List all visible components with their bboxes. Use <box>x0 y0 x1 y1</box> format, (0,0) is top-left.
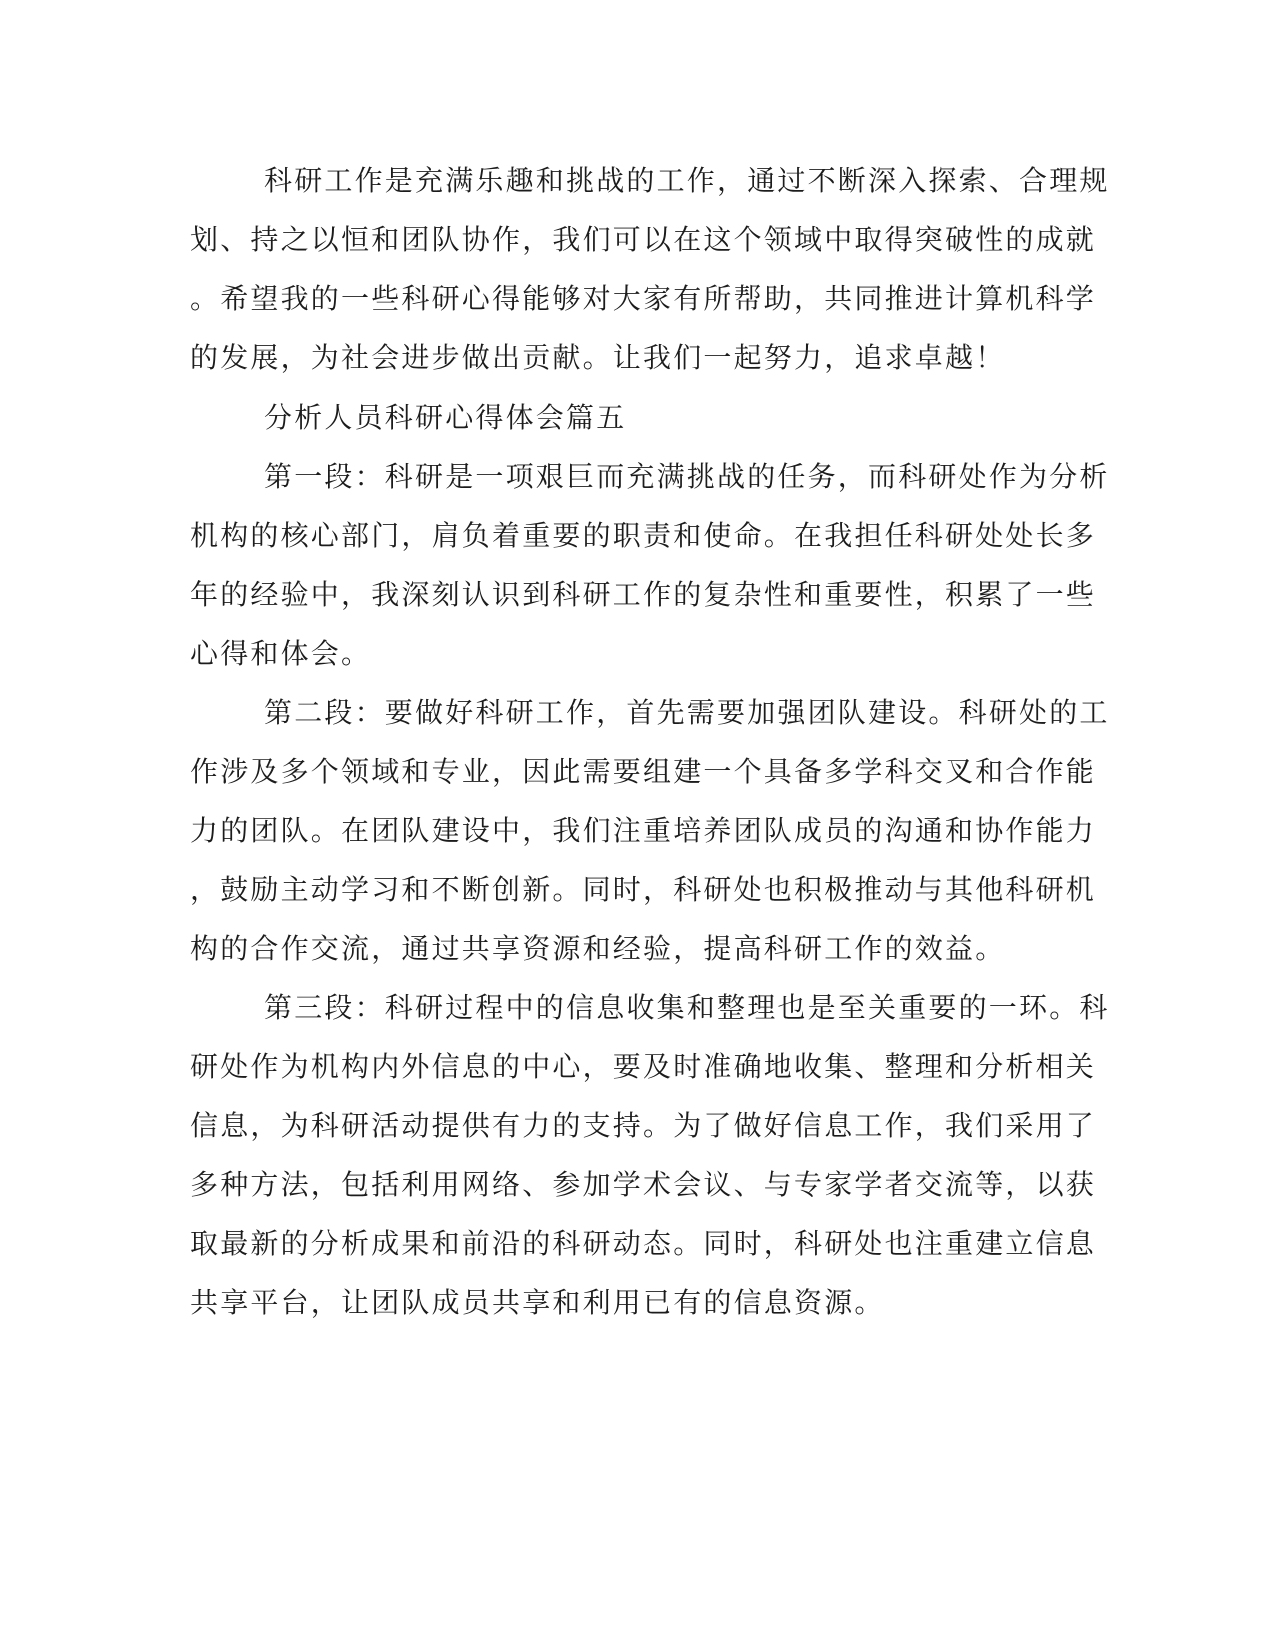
text-line: 年的经验中，我深刻认识到科研工作的复杂性和重要性，积累了一些 <box>190 578 1097 611</box>
text-line: 取最新的分析成果和前沿的科研动态。同时，科研处也注重建立信息 <box>190 1227 1097 1260</box>
text-line: 机构的核心部门，肩负着重要的职责和使命。在我担任科研处处长多 <box>190 519 1097 552</box>
text-line: 科研工作是充满乐趣和挑战的工作，通过不断深入探索、合理规 <box>264 164 1110 197</box>
text-line: 力的团队。在团队建设中，我们注重培养团队成员的沟通和协作能力 <box>190 814 1097 847</box>
text-line: 第一段：科研是一项艰巨而充满挑战的任务，而科研处作为分析 <box>264 460 1110 493</box>
section-heading: 分析人员科研心得体会篇五 <box>264 401 627 434</box>
text-line: 多种方法，包括利用网络、参加学术会议、与专家学者交流等，以获 <box>190 1168 1097 1201</box>
text-line: 作涉及多个领域和专业，因此需要组建一个具备多学科交叉和合作能 <box>190 755 1097 788</box>
text-line: 。希望我的一些科研心得能够对大家有所帮助，共同推进计算机科学 <box>190 282 1097 315</box>
text-line: 划、持之以恒和团队协作，我们可以在这个领域中取得突破性的成就 <box>190 223 1097 256</box>
text-line: 构的合作交流，通过共享资源和经验，提高科研工作的效益。 <box>190 932 1006 965</box>
text-line: 心得和体会。 <box>190 637 372 670</box>
text-line: 第二段：要做好科研工作，首先需要加强团队建设。科研处的工 <box>264 696 1110 729</box>
text-line: 共享平台，让团队成员共享和利用已有的信息资源。 <box>190 1286 885 1319</box>
text-line: 的发展，为社会进步做出贡献。让我们一起努力，追求卓越！ <box>190 341 1006 374</box>
text-line: 研处作为机构内外信息的中心，要及时准确地收集、整理和分析相关 <box>190 1050 1097 1083</box>
text-line: 第三段：科研过程中的信息收集和整理也是至关重要的一环。科 <box>264 991 1110 1024</box>
text-line: ，鼓励主动学习和不断创新。同时，科研处也积极推动与其他科研机 <box>190 873 1097 906</box>
text-line: 信息，为科研活动提供有力的支持。为了做好信息工作，我们采用了 <box>190 1109 1097 1142</box>
